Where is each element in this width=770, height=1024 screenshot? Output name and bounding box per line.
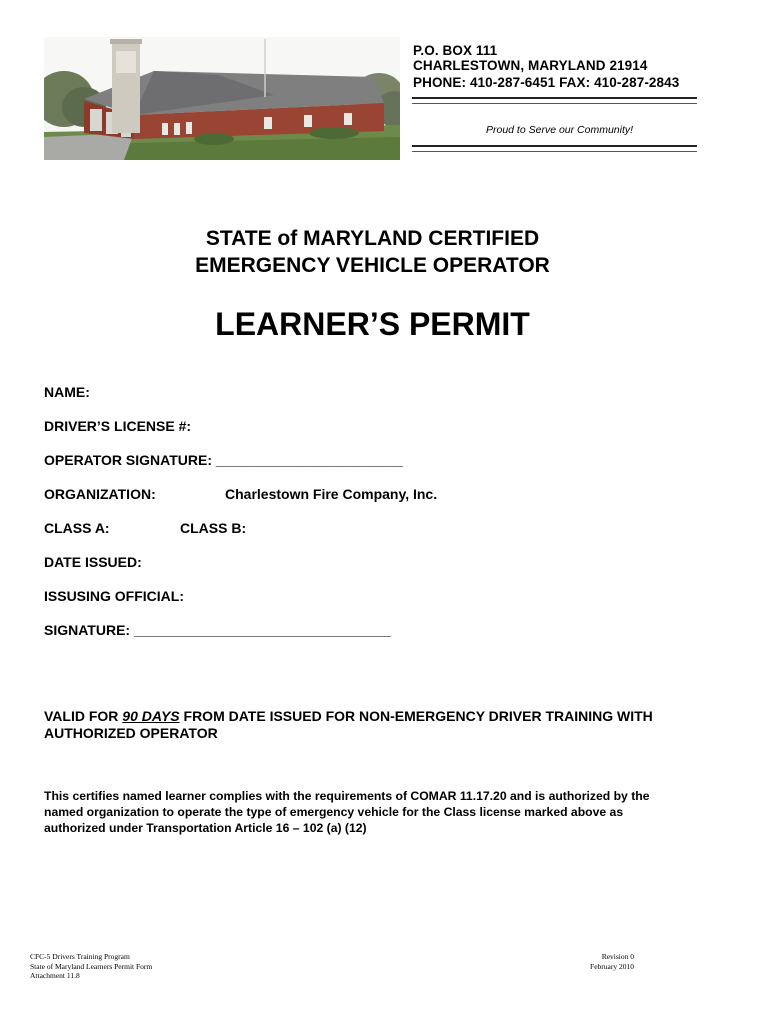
- footer-left: [30, 952, 152, 981]
- operator-signature-label: OPERATOR SIGNATURE: ________________________: [44, 452, 403, 468]
- address-phone-fax: PHONE: 410-287-6451 FAX: 410-287-2843: [413, 75, 680, 90]
- footer-revision: Revision 0: [601, 952, 634, 961]
- title-line-2: EMERGENCY VEHICLE OPERATOR: [195, 254, 550, 277]
- validity-suffix: FROM DATE ISSUED FOR NON-EMERGENCY DRIVER TRAINING WITH: [179, 708, 653, 724]
- certification-line-1: This certifies named learner complies with the requirements of COMAR 11.17.20 and is authorized by the: [44, 789, 650, 803]
- tagline: Proud to Serve our Community!: [486, 124, 634, 136]
- issuing-official-label: ISSUSING OFFICIAL:: [44, 588, 184, 604]
- date-issued-label: DATE ISSUED:: [44, 554, 142, 570]
- validity-prefix: VALID FOR: [44, 708, 123, 724]
- signature-label: SIGNATURE: _________________________________: [44, 622, 391, 638]
- footer-date: February 2010: [590, 961, 634, 971]
- permit-title: LEARNER’S PERMIT: [215, 306, 530, 342]
- address-city-state: CHARLESTOWN, MARYLAND 21914: [413, 58, 648, 73]
- header-divider-top: [412, 97, 697, 104]
- validity-days: 90 DAYS: [122, 708, 180, 724]
- name-label: NAME:: [44, 384, 90, 400]
- footer-form-name: State of Maryland Learners Permit Form: [30, 961, 153, 971]
- validity-line-1: [44, 708, 653, 724]
- class-a-label: CLASS A:: [44, 520, 110, 536]
- footer-attachment: Attachment 11.8: [30, 971, 80, 980]
- footer-program: CFC-5 Drivers Training Program: [30, 952, 130, 961]
- title-line-1: STATE of MARYLAND CERTIFIED: [205, 227, 540, 250]
- drivers-license-label: DRIVER’S LICENSE #:: [44, 418, 192, 434]
- header-divider-bottom: [412, 145, 697, 152]
- certification-line-3: authorized under Transportation Article 16 – 102 (a) (12): [44, 821, 367, 835]
- fire-station-photo: [44, 37, 400, 160]
- address-po-box: P.O. BOX 111: [413, 43, 498, 58]
- validity-line-2: AUTHORIZED OPERATOR: [44, 725, 218, 741]
- class-b-label: CLASS B:: [180, 520, 247, 536]
- footer-right: [590, 952, 634, 971]
- certification-line-2: named organization to operate the type of emergency vehicle for the Class license marked above as: [44, 805, 624, 819]
- organization-value: Charlestown Fire Company, Inc.: [225, 486, 438, 502]
- organization-label: ORGANIZATION:: [44, 486, 156, 502]
